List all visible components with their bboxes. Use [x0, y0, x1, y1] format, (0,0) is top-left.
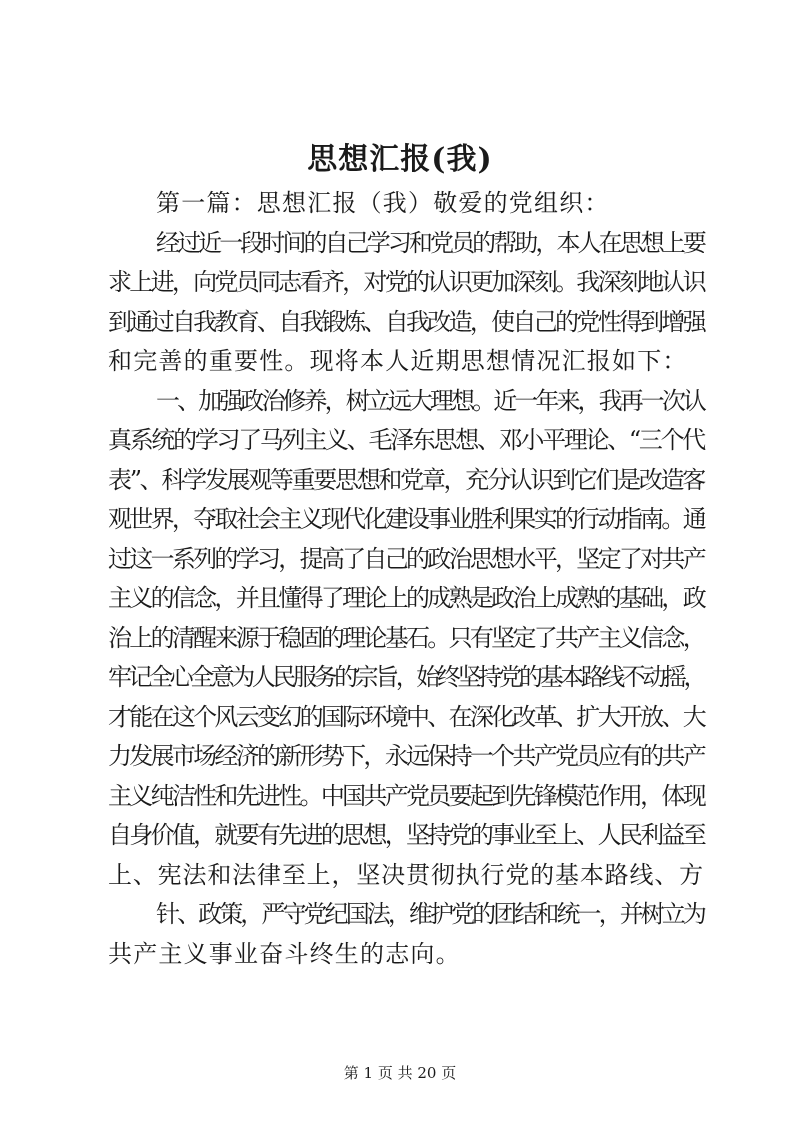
- document-title: 思想汇报(我): [307, 142, 493, 177]
- text-line: 主义的信念，并且懂得了理论上的成熟是政治上成熟的基础，政: [108, 584, 705, 612]
- text-line: 求上进，向党员同志看齐，对党的认识更加深刻。我深刻地认识: [108, 268, 705, 296]
- text-line: 和完善的重要性。现将本人近期思想情况汇报如下：: [108, 347, 688, 375]
- text-line: 治上的清醒来源于稳固的理论基石。只有坚定了共产主义信念，: [108, 623, 705, 652]
- text-line: 牢记全心全意为人民服务的宗旨，始终坚持党的基本路线不动摇，: [108, 663, 705, 691]
- text-line: 观世界，夺取社会主义现代化建设事业胜利果实的行动指南。通: [108, 505, 705, 533]
- text-line: 表”、科学发展观等重要思想和党章，充分认识到它们是改造客: [108, 465, 704, 494]
- text-line: 才能在这个风云变幻的国际环境中、在深化改革、扩大开放、大: [108, 702, 705, 731]
- text-line: 经过近一段时间的自己学习和党员的帮助，本人在思想上要: [156, 228, 705, 257]
- text-line: 共产主义事业奋斗终生的志向。: [108, 939, 461, 968]
- document-body: [108, 184, 704, 974]
- text-line: 真系统的学习了马列主义、毛泽东思想、邓小平理论、“三个代: [108, 426, 704, 454]
- text-line: 上、宪法和法律至上，坚决贯彻执行党的基本路线、方: [108, 860, 704, 889]
- text-line: 力发展市场经济的新形势下，永远保持一个共产党员应有的共产: [108, 742, 705, 770]
- text-line: 一、加强政治修养，树立远大理想。近一年来，我再一次认: [156, 386, 705, 415]
- text-line: 过这一系列的学习，提高了自己的政治思想水平，坚定了对共产: [108, 544, 705, 573]
- text-line: 自身价值，就要有先进的思想，坚持党的事业至上、人民利益至: [108, 821, 705, 849]
- text-line: 针、政策，严守党纪国法，维护党的团结和统一，并树立为: [156, 900, 705, 928]
- text-line: 第一篇：思想汇报（我）敬爱的党组织：: [156, 189, 610, 217]
- text-line: 到通过自我教育、自我锻炼、自我改造，使自己的党性得到增强: [108, 307, 705, 336]
- page-footer: 第 1 页 共 20 页: [343, 1064, 457, 1082]
- text-line: 主义纯洁性和先进性。中国共产党员要起到先锋模范作用，体现: [108, 781, 705, 810]
